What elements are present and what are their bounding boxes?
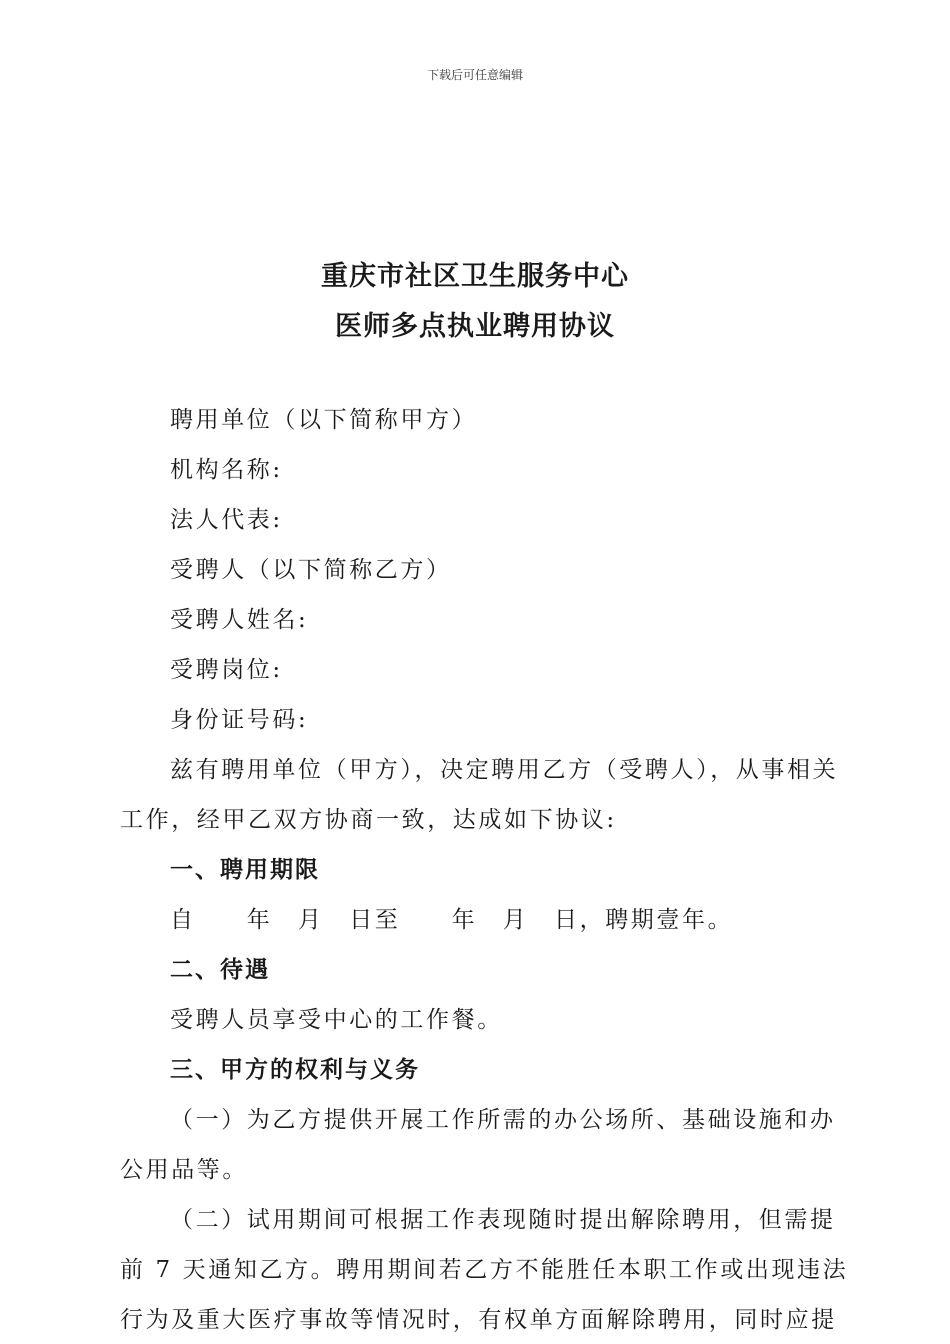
clause-2-line-2: 前 7 天通知乙方。聘用期间若乙方不能胜任本职工作或出现违法 bbox=[120, 1257, 849, 1283]
id-number-field: 身份证号码: bbox=[170, 707, 309, 733]
clause-2-line-3: 行为及重大医疗事故等情况时，有权单方面解除聘用，同时应提 bbox=[120, 1307, 837, 1333]
section-2-heading: 二、待遇 bbox=[170, 957, 270, 983]
section-3-heading: 三、甲方的权利与义务 bbox=[170, 1057, 420, 1083]
preamble-line-1: 兹有聘用单位（甲方），决定聘用乙方（受聘人），从事相关 bbox=[170, 757, 839, 783]
legal-rep-field: 法人代表: bbox=[170, 507, 283, 533]
position-field: 受聘岗位: bbox=[170, 657, 283, 683]
clause-1-line-2: 公用品等。 bbox=[120, 1157, 248, 1183]
clause-2-line-1: （二）试用期间可根据工作表现随时提出解除聘用，但需提 bbox=[170, 1207, 836, 1233]
benefits-text: 受聘人员享受中心的工作餐。 bbox=[170, 1007, 503, 1033]
document-title-line-2: 医师多点执业聘用协议 bbox=[335, 311, 615, 342]
page-header-note: 下载后可任意编辑 bbox=[426, 68, 523, 82]
employee-intro: 受聘人（以下简称乙方） bbox=[170, 557, 452, 583]
section-1-heading: 一、聘用期限 bbox=[170, 857, 320, 883]
preamble-line-2: 工作，经甲乙双方协商一致，达成如下协议: bbox=[120, 807, 617, 833]
employee-name-field: 受聘人姓名: bbox=[170, 607, 309, 633]
employer-intro: 聘用单位（以下简称甲方） bbox=[170, 407, 478, 433]
document-title-line-1: 重庆市社区卫生服务中心 bbox=[321, 261, 629, 292]
term-date-line: 自 年 月 日至 年 月 日，聘期壹年。 bbox=[170, 907, 734, 933]
clause-1-line-1: （一）为乙方提供开展工作所需的办公场所、基础设施和办 bbox=[170, 1107, 836, 1133]
org-name-field: 机构名称: bbox=[170, 457, 283, 483]
